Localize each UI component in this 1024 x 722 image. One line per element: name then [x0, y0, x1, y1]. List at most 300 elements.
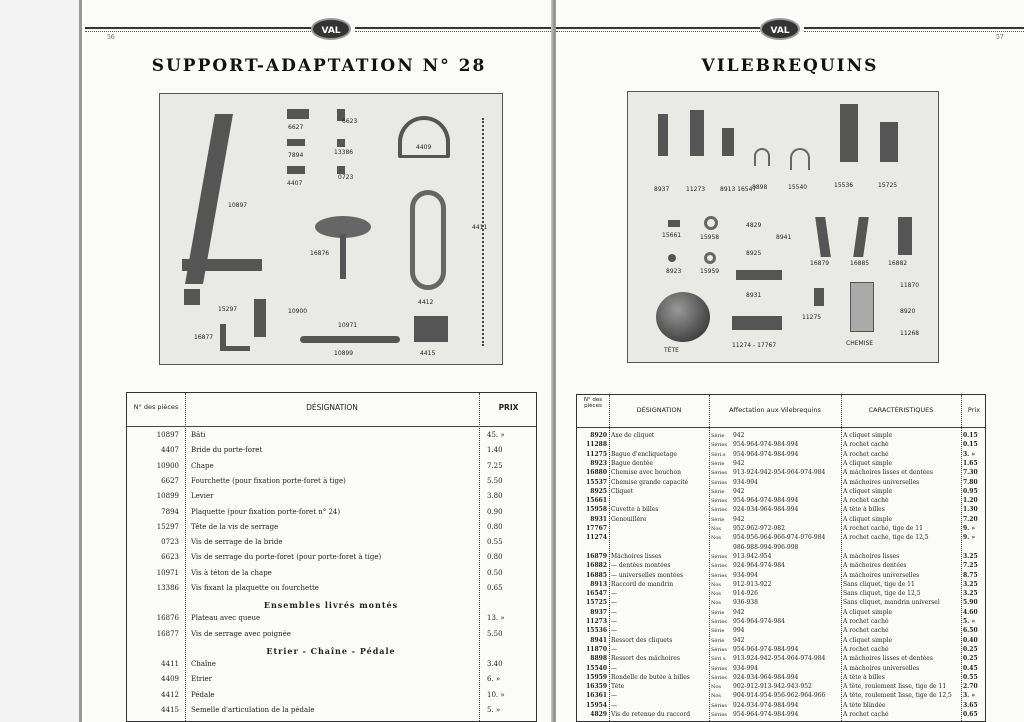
characteristics: A cliquet simple — [843, 636, 893, 644]
fork-yoke-part — [254, 299, 266, 337]
part-number-label: 10900 — [288, 308, 308, 315]
assignment: 954-964-974-984-994 — [733, 645, 799, 653]
assignment: 942 — [733, 432, 745, 439]
series-tag: Nos — [711, 526, 721, 532]
part-price: 45. » — [487, 431, 505, 439]
characteristics: A rochet caché, tige de 11 — [843, 525, 923, 532]
part-price: 5. » — [487, 705, 501, 714]
part-designation: Raccord de mandrin — [611, 580, 674, 588]
part-designation: — — [611, 664, 617, 672]
assignment: 942 — [733, 515, 745, 523]
part-designation: Plaquette (pour fixation porte-foret n° 24) — [191, 507, 341, 516]
part-number: 10971 — [156, 568, 179, 577]
part-designation: Chemise grande capacité — [611, 478, 689, 486]
characteristics: A rochet caché, tige de 12,5 — [843, 534, 929, 542]
part-designation: — — [611, 608, 617, 616]
characteristics: A mâchoires universelles — [843, 571, 920, 579]
part-price: 0.90 — [487, 507, 503, 516]
page-title: SUPPORT-ADAPTATION N° 28 — [151, 56, 487, 76]
part-number: 8941 — [590, 636, 607, 644]
part-price: 1.30 — [963, 506, 978, 514]
col-header-price: Prix — [967, 406, 981, 414]
table-row — [127, 446, 536, 461]
part-number: 0723 — [161, 538, 179, 547]
part-number: 11288 — [586, 441, 607, 449]
part-price: 0.45 — [963, 664, 978, 672]
series-tag: Séries — [711, 507, 727, 514]
series-tag: Séries — [711, 572, 727, 579]
part-number-label: 4411 — [472, 224, 488, 231]
part-designation: Etrier — [191, 675, 212, 684]
part-designation: — universelles montées — [611, 571, 684, 579]
table-row — [127, 660, 536, 675]
assignment: 954-956-964-966-974-976-984 — [733, 534, 826, 542]
part-number: 16361 — [586, 692, 607, 700]
parts-table — [576, 394, 986, 722]
part-number-label: 15725 — [878, 182, 898, 189]
characteristics: A mâchoires dentées — [843, 562, 907, 570]
header-rule — [577, 427, 985, 428]
table-row — [577, 562, 985, 571]
header-rule-right — [355, 27, 553, 32]
page-number: 57 — [996, 34, 1004, 41]
part-designation: Bride du porte-foret — [191, 446, 263, 455]
col-header-characteristics: CARACTÉRISTIQUES — [868, 406, 934, 414]
series-tag: Série — [711, 609, 725, 616]
table-row — [577, 451, 985, 460]
fork-part — [287, 109, 309, 119]
part-number-label: 16876 — [310, 250, 330, 257]
part-number: 4415 — [161, 705, 179, 714]
characteristics: A rochet caché — [843, 618, 889, 625]
table-row — [127, 706, 536, 721]
clamp-part — [287, 166, 305, 174]
frame-foot — [184, 289, 200, 305]
lever-part — [300, 336, 400, 343]
part-number-label: 15540 — [788, 184, 808, 191]
part-price: 0.80 — [487, 553, 503, 562]
spring-part — [754, 148, 770, 166]
assignment: 924-934-964-984-994 — [733, 673, 799, 681]
part-price: 5.50 — [487, 629, 503, 638]
part-number-label: 8913 16547 — [720, 186, 757, 193]
series-tag: Séries — [711, 442, 727, 449]
part-number: 8925 — [590, 487, 607, 495]
part-number: 15954 — [586, 701, 607, 709]
table-row — [127, 492, 536, 507]
part-price: 3.25 — [963, 590, 978, 598]
characteristics: A mâchoires lisses et dentées — [843, 655, 933, 663]
part-number: 4412 — [161, 690, 179, 699]
section-heading: Ensembles livrés montés — [263, 600, 399, 611]
part-number: 4829 — [590, 711, 607, 718]
col-header-price: PRIX — [498, 403, 519, 412]
series-tag: Séries — [711, 479, 727, 486]
series-tag: Séries — [711, 563, 727, 570]
part-price: 3.25 — [963, 552, 978, 560]
part-price: 0.25 — [963, 655, 978, 663]
characteristics: A tête blindée — [843, 701, 886, 709]
table-row — [577, 674, 985, 683]
part-number-label: 10899 — [334, 350, 354, 357]
part-designation: Tête — [611, 683, 625, 691]
part-price: 7.80 — [963, 478, 978, 486]
characteristics: A tête à billes — [843, 673, 885, 681]
assignment: 934-994 — [733, 571, 758, 579]
part-number-label: 11870 — [900, 282, 920, 289]
series-tag: Série — [711, 628, 725, 635]
part-designation: — — [611, 590, 617, 598]
characteristics: A tête, roulement lisse, tige de 12,5 — [843, 692, 952, 700]
left-page — [85, 0, 553, 722]
part-designation: Plateau avec queue — [191, 614, 261, 623]
right-page — [556, 0, 1024, 722]
table-row — [577, 497, 985, 506]
part-number: 15540 — [586, 664, 607, 672]
series-tag: Nos — [711, 684, 721, 691]
characteristics: A tête, roulement lisse, tige de 11 — [843, 683, 947, 691]
part-price: 0.25 — [963, 645, 978, 653]
part-price: 3. » — [963, 692, 976, 700]
part-number-label: 8898 — [752, 184, 768, 191]
part-price: 7.25 — [487, 461, 503, 470]
assignment: 914-926 — [733, 590, 758, 598]
part-number-label: 7894 — [288, 152, 304, 159]
part-number: 16885 — [586, 571, 607, 579]
part-number: 6627 — [161, 476, 179, 485]
part-number: 15725 — [586, 599, 607, 607]
header-rule-right — [804, 27, 1024, 32]
part-number-label: 4412 — [418, 299, 434, 306]
characteristics: Sans cliquet, tige de 12,5 — [843, 590, 921, 598]
characteristics: A tête à billes — [843, 506, 885, 514]
part-number-label: CHEMISE — [846, 340, 874, 347]
assignment: 924-934-974-984-994 — [733, 701, 799, 709]
part-number-label: 11275 — [802, 314, 822, 321]
part-number: 16547 — [586, 590, 607, 598]
part-price: 5. » — [963, 618, 976, 625]
table-row — [127, 691, 536, 706]
part-price: 0.65 — [963, 711, 978, 718]
part-number: 8937 — [590, 608, 607, 616]
part-number: 11870 — [586, 645, 607, 653]
part-number: 7894 — [161, 507, 179, 516]
part-designation: Tête de la vis de serrage — [191, 522, 279, 531]
part-number-label: 15536 — [834, 182, 854, 189]
part-number-label: 6623 — [342, 118, 358, 125]
parts-table — [126, 392, 537, 722]
part-designation: Cliquet — [611, 487, 634, 495]
part-number: 4407 — [161, 446, 179, 455]
part-number-label: 4829 — [746, 222, 762, 229]
part-price: 0.50 — [487, 568, 503, 577]
assignment: 902-912-913-942-943-952 — [733, 683, 812, 691]
part-designation: Bâti — [191, 431, 206, 439]
part-number-label: 16877 — [194, 334, 214, 341]
part-designation: — — [611, 692, 617, 700]
part-designation: Bague dentée — [611, 459, 653, 467]
part-number: 17767 — [586, 525, 607, 532]
part-designation: Mâchoires lisses — [611, 552, 662, 560]
table-row — [127, 508, 536, 523]
part-price: 7.30 — [963, 469, 978, 477]
part-number-label: 4407 — [287, 180, 303, 187]
series-tag: Séries — [711, 702, 727, 709]
part-number: 16359 — [586, 683, 607, 691]
part-designation: Cuvette à billes — [611, 506, 659, 514]
header-rule-left — [556, 27, 760, 32]
characteristics: A cliquet simple — [843, 515, 893, 523]
shank-part — [340, 234, 346, 279]
characteristics: A cliquet simple — [843, 459, 893, 467]
part-number: 10897 — [156, 431, 179, 439]
table-row — [577, 692, 985, 701]
part-designation: Chaîne — [191, 659, 216, 668]
table-row — [577, 525, 985, 534]
series-tag: Séri.s — [711, 451, 726, 458]
coupling-part — [722, 128, 734, 156]
characteristics: A mâchoires universelles — [843, 478, 920, 486]
assignment: 942 — [733, 636, 745, 644]
table-row — [127, 675, 536, 690]
table-row — [577, 637, 985, 646]
part-number: 4409 — [161, 675, 179, 684]
frame-arm — [182, 259, 262, 271]
characteristics: A rochet caché — [843, 645, 889, 653]
part-number-label: 8937 — [654, 186, 670, 193]
part-number: 8920 — [590, 432, 607, 439]
screw-part — [337, 139, 345, 147]
part-price: 4.60 — [963, 608, 978, 616]
assignment: 942 — [733, 487, 745, 495]
part-number-label: 8920 — [900, 308, 916, 315]
table-row — [577, 460, 985, 469]
parts-photo — [627, 91, 939, 363]
part-designation: Vis de retenue du raccord — [611, 711, 691, 718]
col-header-number: N° des pièces — [583, 397, 603, 409]
page-number: 56 — [107, 34, 115, 41]
table-row — [127, 431, 536, 446]
characteristics: A mâchoires lisses — [843, 552, 900, 560]
part-price: 0.15 — [963, 432, 978, 439]
part-number: 16880 — [586, 469, 607, 477]
table-row — [577, 655, 985, 664]
part-price: 13. » — [487, 614, 505, 623]
part-price: 9. » — [963, 534, 976, 542]
page-title: VILEBREQUINS — [701, 56, 879, 76]
table-row — [577, 544, 985, 553]
screw-handle-bar — [220, 346, 250, 351]
part-designation: — — [611, 701, 617, 709]
col-header-designation: DÉSIGNATION — [636, 406, 682, 414]
part-number: 16876 — [156, 614, 179, 623]
part-price: 6. » — [487, 675, 501, 684]
assignment: 913-942-954 — [733, 552, 772, 560]
assignment: 952-962-972-982 — [733, 525, 785, 532]
header-rule — [127, 426, 536, 427]
table-row — [577, 627, 985, 636]
series-tag: Séries — [711, 619, 727, 625]
part-price: 1.20 — [963, 497, 978, 505]
table-row — [127, 538, 536, 553]
series-tag: Nos — [711, 581, 721, 588]
part-number: 11275 — [586, 450, 607, 458]
part-designation: Vis de serrage avec poignée — [191, 629, 291, 638]
series-tag: Série — [711, 460, 725, 467]
part-price: 0.55 — [487, 538, 503, 547]
table-row — [577, 572, 985, 581]
assignment: 954-964-974-984-994 — [733, 441, 799, 449]
part-price: 0.55 — [963, 673, 978, 681]
assignment: 904-914-954-956-962-964-966 — [733, 692, 826, 700]
part-price: 9. » — [963, 525, 976, 532]
part-designation: Ressort des cliquets — [611, 636, 673, 644]
part-designation: Rondelle de butée à billes — [611, 673, 690, 681]
coupling-part — [658, 114, 668, 156]
part-number-label: 13386 — [334, 149, 354, 156]
table-row — [577, 665, 985, 674]
part-designation: Vis à téton de la chape — [191, 568, 272, 577]
table-row — [127, 462, 536, 477]
table-row — [577, 590, 985, 599]
part-price: 5.50 — [487, 476, 503, 485]
table-row — [577, 441, 985, 450]
table-row — [127, 477, 536, 492]
table-row — [127, 584, 536, 599]
series-tag: Séries — [711, 498, 727, 505]
spring-part — [790, 148, 810, 170]
part-number: 8913 — [590, 580, 607, 588]
part-number: 16877 — [156, 629, 179, 638]
table-row — [577, 683, 985, 692]
part-number: 6623 — [161, 553, 179, 562]
part-number: 15536 — [586, 627, 607, 635]
part-number: 15297 — [156, 522, 179, 531]
characteristics: A rochet caché — [843, 450, 889, 458]
part-designation: Fourchette (pour fixation porte-foret à tige) — [191, 476, 346, 485]
table-row — [577, 432, 985, 441]
cup-part — [704, 216, 718, 230]
assignment: 954-964-974-984-994 — [733, 497, 799, 505]
part-number: 8923 — [590, 459, 607, 467]
part-price: 0.40 — [963, 636, 978, 644]
valdor-logo: VAL D'OR — [311, 18, 351, 40]
part-price: 3.25 — [963, 580, 978, 588]
characteristics: Sans cliquet, mandrin universel — [843, 599, 940, 607]
part-number: 10900 — [156, 461, 179, 470]
part-price: 7.25 — [963, 562, 978, 570]
assignment: 912-913-922 — [733, 580, 772, 588]
part-number: 10899 — [156, 492, 179, 501]
part-designation: Vis de serrage du porte-foret (pour porte-foret à tige) — [191, 553, 382, 562]
part-number: 16879 — [586, 552, 607, 560]
part-number: 8898 — [590, 655, 607, 663]
series-tag: Séries — [711, 646, 727, 653]
series-tag: Série — [711, 433, 725, 439]
part-designation: Ressort des mâchoires — [611, 655, 680, 663]
part-number-label: 15958 — [700, 234, 720, 241]
table-row — [577, 553, 985, 562]
part-price: 7.20 — [963, 515, 978, 523]
table-row — [127, 569, 536, 584]
assignment: 954-964-974-984-994 — [733, 450, 799, 458]
part-number-label: 11274 - 17767 — [732, 342, 777, 349]
assignment: 936-938 — [733, 599, 758, 607]
series-tag: Nos — [711, 693, 721, 700]
stirrup-part — [398, 116, 450, 158]
toggle-part — [736, 270, 782, 280]
part-number: 15958 — [586, 506, 607, 514]
part-price: 6.50 — [963, 627, 978, 635]
part-price: 0.95 — [963, 487, 978, 495]
part-designation: Semelle d'articulation de la pédale — [191, 705, 315, 714]
characteristics: Sans cliquet, tige de 11 — [843, 580, 915, 588]
assignment: 924-934-964-984-994 — [733, 506, 799, 514]
characteristics: A mâchoires universelles — [843, 664, 920, 672]
col-header-number: N° des pièces — [133, 403, 179, 411]
assignment: 954-964-974-984-994 — [733, 711, 799, 718]
part-price: 3. » — [963, 450, 976, 458]
table-row — [577, 609, 985, 618]
characteristics: A rochet caché — [843, 497, 889, 505]
section-heading: Etrier - Chaîne - Pédale — [266, 645, 396, 656]
part-number-label: 0723 — [338, 174, 354, 181]
header-rule-left — [85, 27, 311, 32]
part-number-label: 11273 — [686, 186, 706, 193]
part-number-label: 8923 — [666, 268, 682, 275]
part-price: 8.75 — [963, 571, 978, 579]
part-price: 3.40 — [487, 659, 503, 668]
part-price: 0.80 — [487, 522, 503, 531]
part-price: 3.65 — [963, 701, 978, 709]
part-number: 11274 — [586, 534, 607, 542]
series-tag: Nos — [711, 591, 721, 598]
part-number-label: 16885 — [850, 260, 870, 267]
plate-part — [287, 139, 305, 146]
table-row — [577, 534, 985, 543]
part-designation: — — [611, 627, 617, 635]
table-row — [577, 506, 985, 515]
characteristics: A cliquet simple — [843, 608, 893, 616]
part-number-label: 10897 — [228, 202, 248, 209]
part-number: 13386 — [156, 584, 179, 592]
part-designation: Bague d'encliquetage — [611, 450, 677, 458]
part-number-label: 16882 — [888, 260, 908, 267]
part-price: 10. » — [487, 690, 505, 699]
parts-photo — [159, 93, 503, 365]
part-number-label: 15297 — [218, 306, 238, 313]
assignment: 994 — [733, 627, 745, 635]
part-designation: Genouillère — [611, 515, 647, 523]
part-number: 4411 — [161, 659, 179, 668]
crank-part — [732, 316, 782, 330]
part-designation: Vis de serrage de la bride — [191, 538, 283, 547]
series-tag: Séries — [711, 712, 727, 718]
series-tag: Nos — [711, 535, 721, 542]
series-tag: Série — [711, 637, 725, 644]
characteristics: A rochet caché — [843, 627, 889, 635]
table-row — [577, 479, 985, 488]
table-row — [127, 523, 536, 538]
part-designation: — — [611, 618, 617, 625]
sleeve-part — [850, 282, 874, 332]
part-number-label: 8925 — [746, 250, 762, 257]
table-row — [577, 581, 985, 590]
part-number-label: 8941 — [776, 234, 792, 241]
series-tag: Nos — [711, 600, 721, 607]
part-designation: Chemise avec bouchon — [611, 469, 681, 477]
assignment: 934-994 — [733, 478, 758, 486]
